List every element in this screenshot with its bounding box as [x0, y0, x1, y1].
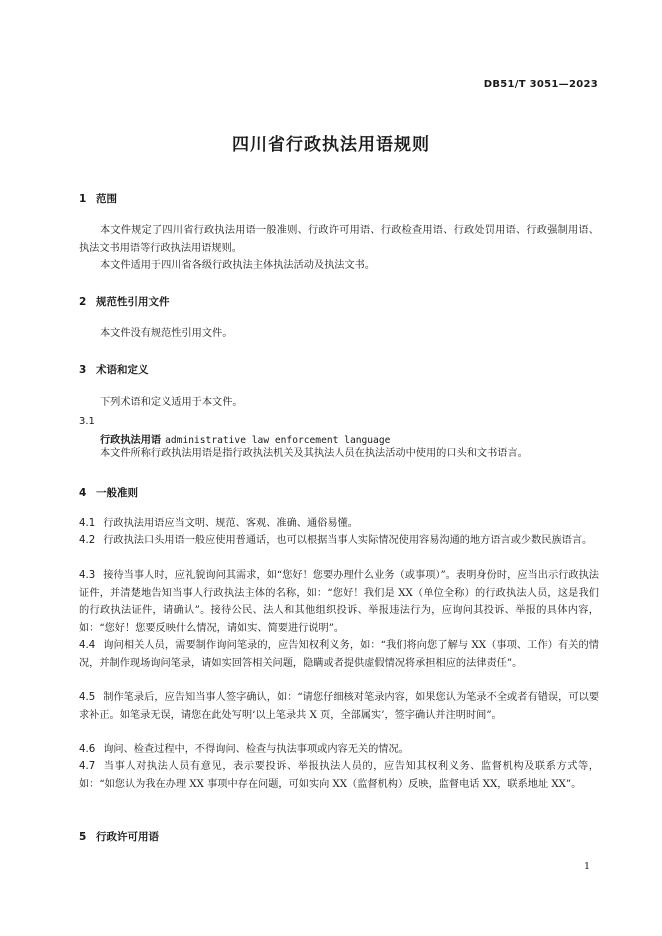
term-english: administrative law enforcement language [165, 435, 391, 446]
section-2-paragraph: 本文件没有规范性引用文件。 [100, 328, 233, 339]
section-title: 范围 [96, 193, 117, 205]
clause-text: 询问相关人员，需要制作询问笔录的，应告知权利义务，如：“我们将向您了解与 XX（事项、工作）有关的情况，并制作现场询问笔录，请如实回答相关问题，隐瞒或者提供虚假情况将承担相应的法律责任”。 [79, 640, 599, 669]
clause-text: 询问、检查过程中，不得询问、检查与执法事项或内容无关的情况。 [103, 744, 409, 755]
clause-4-7 [79, 758, 599, 793]
clause-number: 4.3 [79, 570, 96, 581]
clause-4-6 [79, 741, 599, 759]
clause-text: 制作笔录后，应告知当事人签字确认，如：“请您仔细核对笔录内容，如果您认为笔录不全或者有错误，可以要求补正。如笔录无误，请您在此处写明‘以上笔录共 X 页，全部属实’，签字确认并注明时间”。 [79, 692, 599, 721]
section-number: 5 [79, 831, 87, 843]
term-entry [100, 431, 390, 446]
standard-code: DB51/T 3051—2023 [483, 79, 598, 90]
section-3-heading [79, 362, 149, 377]
section-number: 3 [79, 364, 87, 376]
section-number: 2 [79, 296, 87, 308]
section-5-heading [79, 829, 159, 844]
clause-4-3 [79, 567, 599, 637]
term-definition: 本文件所称行政执法用语是指行政执法机关及其执法人员在执法活动中使用的口头和文书语言。 [100, 448, 528, 459]
clause-number: 4.7 [79, 761, 96, 772]
document-title: 四川省行政执法用语规则 [232, 135, 430, 155]
section-title: 行政许可用语 [96, 831, 159, 843]
clause-number: 4.5 [79, 692, 96, 703]
section-title: 规范性引用文件 [96, 296, 170, 308]
section-2-heading [79, 294, 170, 309]
clause-4-2 [79, 532, 599, 550]
clause-text: 行政执法口头用语一般应使用普通话，也可以根据当事人实际情况使用容易沟通的地方语言或少数民族语言。 [103, 535, 593, 546]
section-title: 一般准则 [96, 487, 138, 499]
clause-text: 行政执法用语应当文明、规范、客观、准确、通俗易懂。 [103, 518, 358, 529]
clause-number: 4.2 [79, 535, 96, 546]
section-number: 4 [79, 487, 87, 499]
clause-number: 4.1 [79, 518, 96, 529]
page-number: 1 [583, 861, 590, 872]
section-title: 术语和定义 [96, 364, 149, 376]
clause-4-1 [79, 515, 599, 533]
clause-4-5 [79, 689, 599, 724]
section-1-paragraph-2: 本文件适用于四川省各级行政执法主体执法活动及执法文书。 [100, 260, 376, 271]
section-3-paragraph: 下列术语和定义适用于本文件。 [100, 397, 243, 408]
clause-4-4 [79, 637, 599, 672]
term-number: 3.1 [79, 416, 95, 427]
section-4-heading [79, 485, 138, 500]
section-number: 1 [79, 193, 87, 205]
clause-text: 接待当事人时，应礼貌询问其需求，如“您好！您要办理什么业务（或事项）”。表明身份时，应当出示行政执法证件，并清楚地告知当事人行政执法主体的名称，如：“您好！我们是 XX（单位全称）的行政执法人员，这是我们的行政执法证件，请确认”。接待公民、法人和其他组织投诉、举报违法行为，应询问其投诉、举报的具体内容，如：“您好！您要反映什么情况，请如实、简要进行说明”。 [79, 570, 599, 634]
clause-number: 4.6 [79, 744, 96, 755]
section-1-heading [79, 191, 117, 206]
section-1-paragraph-1: 本文件规定了四川省行政执法用语一般准则、行政许可用语、行政检查用语、行政处罚用语、行政强制用语、执法文书用语等行政执法用语规则。 [79, 225, 599, 254]
clause-number: 4.4 [79, 640, 96, 651]
term-chinese: 行政执法用语 [100, 435, 162, 446]
clause-text: 当事人对执法人员有意见，表示要投诉、举报执法人员的，应告知其权利义务、监督机构及联系方式等，如：“如您认为我在办理 XX 事项中存在问题，可如实向 XX（监督机构）反映，监督电话 XX，联系地址 XX”。 [79, 761, 599, 790]
